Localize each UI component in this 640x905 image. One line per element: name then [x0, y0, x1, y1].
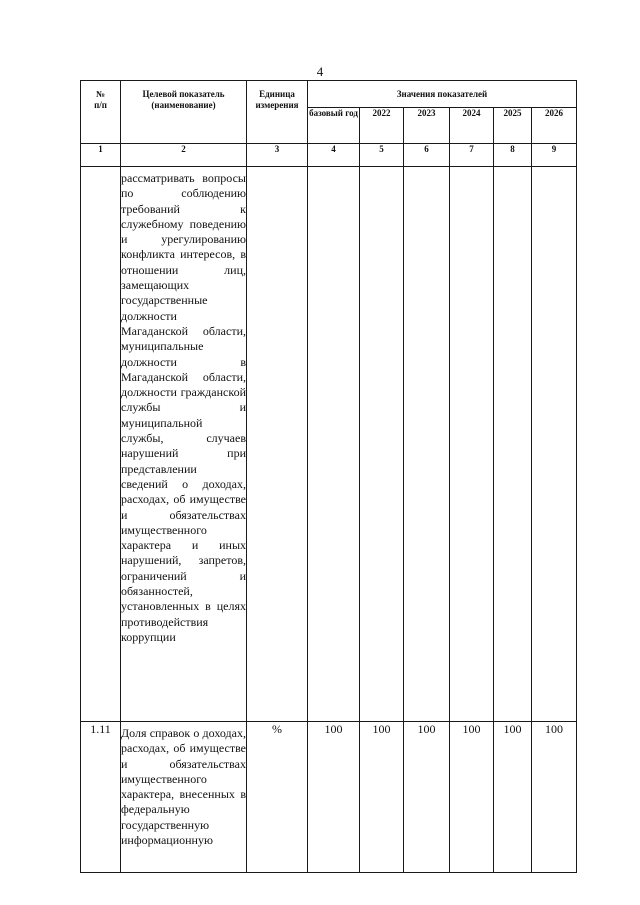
column-number: 4 — [308, 144, 360, 167]
column-number: 1 — [81, 144, 121, 167]
value-cell: 100 — [450, 722, 494, 873]
header-row — [81, 81, 577, 108]
table-row — [81, 167, 577, 722]
column-number: 2 — [121, 144, 247, 167]
header-col-name: Целевой показатель (наименование) — [121, 81, 247, 144]
header-year-2025: 2025 — [494, 108, 532, 144]
indicators-table — [80, 80, 577, 873]
header-year-2023: 2023 — [404, 108, 450, 144]
row-number — [81, 167, 121, 722]
value-cell — [494, 167, 532, 722]
indicator-text: Доля справок о доходах, расходах, об имуществе и обязательствах имущественного характера, внесенных в федеральную государственную информационную — [121, 722, 247, 873]
value-cell: 100 — [404, 722, 450, 873]
unit-cell: % — [247, 722, 308, 873]
column-number: 5 — [360, 144, 404, 167]
column-number: 8 — [494, 144, 532, 167]
header-col-values: Значения показателей — [308, 81, 577, 108]
header-col-num: № п/п — [81, 81, 121, 144]
value-cell: 100 — [308, 722, 360, 873]
column-number: 9 — [532, 144, 577, 167]
header-year-2022: 2022 — [360, 108, 404, 144]
header-year-2024: 2024 — [450, 108, 494, 144]
column-number: 6 — [404, 144, 450, 167]
value-cell — [308, 167, 360, 722]
value-cell: 100 — [532, 722, 577, 873]
value-cell — [532, 167, 577, 722]
page-number: 4 — [316, 64, 324, 79]
value-cell: 100 — [494, 722, 532, 873]
value-cell — [360, 167, 404, 722]
column-number: 3 — [247, 144, 308, 167]
column-number-row — [81, 144, 577, 167]
value-cell — [404, 167, 450, 722]
header-year-2026: 2026 — [532, 108, 577, 144]
indicator-text: рассматривать вопросы по соблюдению требований к служебному поведению и урегулированию конфликта интересов, в отношении лиц, замещающих государственные должности Магаданской области, муниципальные должности в Магаданской области, должности гражданской службы и муниципальной службы, случаев нарушений при представлении сведений о доходах, расходах, об имуществе и обязательствах имущественного характера и иных нарушений, запретов, ограничений и обязанностей, установленных в целях противодействия коррупции — [121, 167, 247, 722]
column-number: 7 — [450, 144, 494, 167]
header-base-year: базовый год — [308, 108, 360, 144]
row-number: 1.11 — [81, 722, 121, 873]
header-col-unit: Единица измерения — [247, 81, 308, 144]
table-row — [81, 722, 577, 873]
value-cell — [450, 167, 494, 722]
unit-cell — [247, 167, 308, 722]
value-cell: 100 — [360, 722, 404, 873]
